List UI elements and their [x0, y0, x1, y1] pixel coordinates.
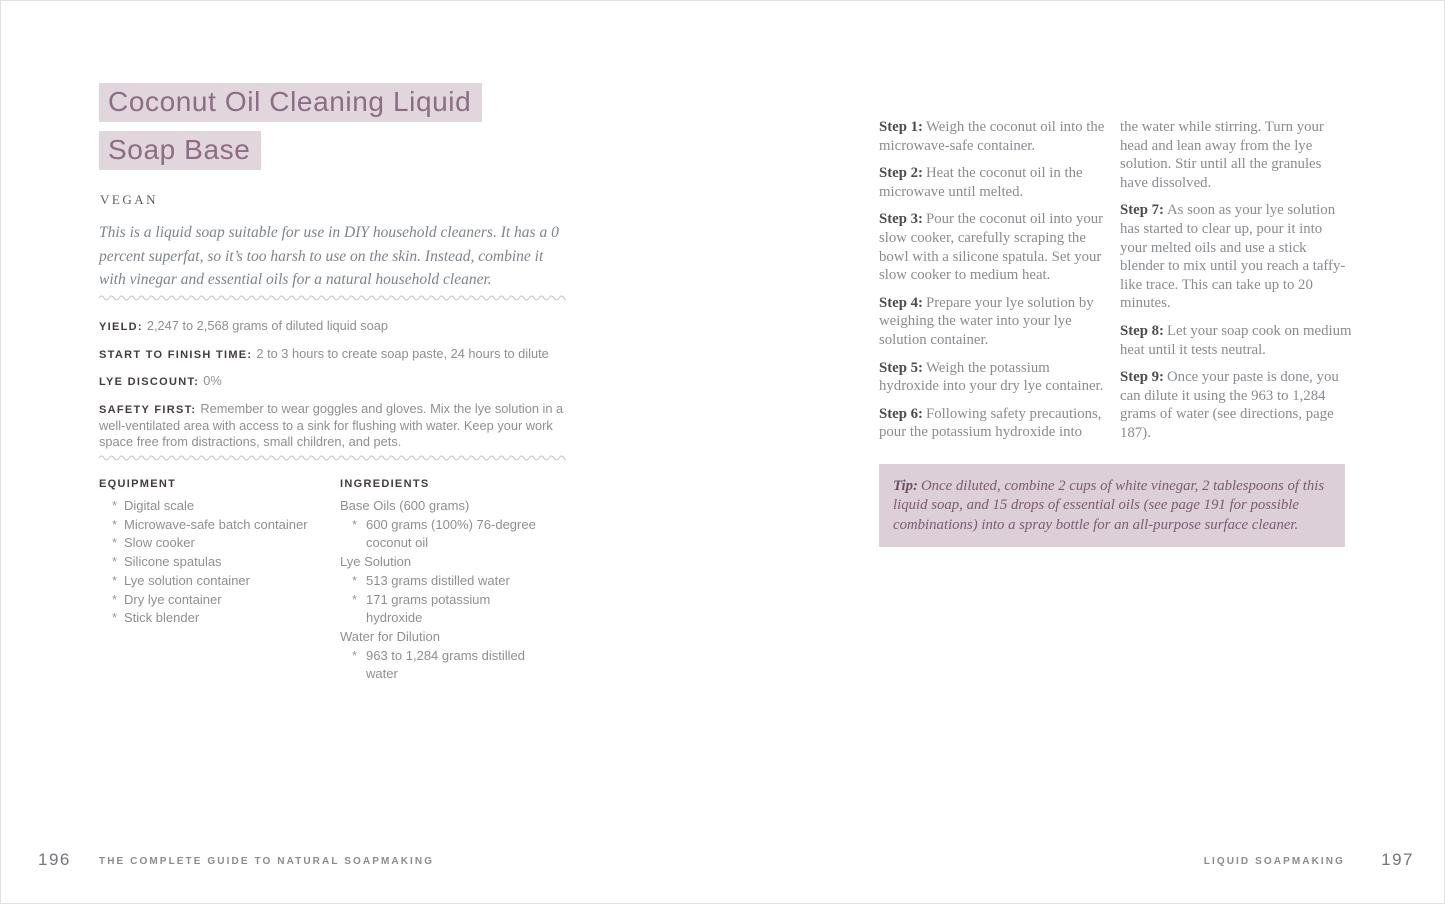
- info-label: SAFETY FIRST:: [99, 403, 197, 416]
- ingredient-item: 600 grams (100%) 76-degree coconut oil: [366, 516, 536, 551]
- step-paragraph: [879, 118, 1107, 155]
- ingredient-list: [340, 647, 570, 684]
- step-text: Heat the coconut oil in the microwave until melted.: [879, 165, 1083, 200]
- step-text: Once your paste is done, you can dilute it using the 963 to 1,284 grams of water (see directions, page 187).: [1120, 369, 1339, 441]
- steps-column-2: [1120, 118, 1352, 452]
- intro-paragraph: This is a liquid soap suitable for use in DIY household cleaners. It has a 0 percent superfat, so it’s too harsh to use on the skin. Instead, combine it with vinegar and essential oils for a natural household cleaner.: [99, 224, 559, 288]
- step-paragraph: [879, 164, 1107, 201]
- step-text: Pour the coconut oil into your slow cooker, carefully scraping the bowl with a silicone spatula. Set your slow cooker to medium heat.: [879, 211, 1104, 284]
- info-label: START TO FINISH TIME:: [99, 348, 253, 361]
- ingredient-group-name: Water for Dilution: [340, 628, 440, 644]
- bullet-icon: *: [112, 554, 118, 570]
- info-label: LYE DISCOUNT:: [99, 376, 200, 388]
- ingredient-group-name: Lye Solution: [340, 554, 412, 570]
- list-item: [340, 591, 545, 628]
- step-label: Step 9:: [1120, 369, 1164, 386]
- ingredients-heading: INGREDIENTS: [340, 478, 430, 490]
- equipment-item: Slow cooker: [124, 535, 195, 551]
- step-paragraph: [879, 405, 1107, 442]
- tip-text: Once diluted, combine 2 cups of white vinegar, 2 tablespoons of this liquid soap, and 15 drops of essential oils (see page 191 for possible combinations) into a spray bottle for an all-purpose surface cleaner.: [893, 478, 1325, 533]
- step-text: Weigh the coconut oil into the microwave-safe container.: [879, 119, 1105, 154]
- step-label: Step 2:: [879, 165, 923, 182]
- list-item: [99, 534, 334, 553]
- wavy-divider: [99, 452, 566, 462]
- equipment-item: Dry lye container: [124, 591, 222, 607]
- list-item: [340, 572, 545, 591]
- tip-box: [879, 464, 1345, 547]
- recipe-title: [99, 83, 482, 170]
- ingredient-item: 171 grams potassium hydroxide: [366, 591, 491, 626]
- left-page: [0, 0, 722, 904]
- bullet-icon: *: [112, 498, 118, 513]
- info-row-time: [99, 346, 566, 364]
- step-text: As soon as your lye solution has started to clear up, pour it into your melted oils and use a stick blender to mix until you reach a taffy-like trace. This can take up to 20 minutes.: [1120, 202, 1346, 312]
- step-text: Following safety precautions, pour the potassium hydroxide into: [879, 405, 1102, 441]
- step-label: Step 1:: [879, 119, 923, 135]
- wavy-divider: [99, 292, 566, 302]
- bullet-icon: *: [112, 535, 118, 551]
- step-label: Step 4:: [879, 294, 923, 311]
- step-label: Step 6:: [879, 405, 923, 422]
- steps-column-1: [879, 118, 1107, 451]
- list-item: [99, 572, 334, 591]
- step-paragraph: [1120, 118, 1352, 192]
- recipe-title-line2: Soap Base: [99, 131, 261, 170]
- step-paragraph: [879, 210, 1107, 284]
- bullet-icon: *: [112, 572, 118, 588]
- equipment-item: Lye solution container: [124, 572, 250, 588]
- bullet-icon: *: [352, 647, 358, 663]
- list-item: [99, 516, 334, 535]
- info-row-yield: [99, 318, 566, 336]
- info-value: Remember to wear goggles and gloves. Mix the lye solution in a well-ventilated area with access to a sink for flushing with water. Keep your work space free from distractions, small children, and pets.: [99, 400, 564, 449]
- bullet-icon: *: [352, 572, 358, 588]
- page-number-left: 196: [38, 850, 71, 869]
- ingredient-list: [340, 572, 570, 628]
- recipe-title-line1: Coconut Oil Cleaning Liquid: [99, 83, 482, 122]
- step-paragraph: [1120, 322, 1352, 359]
- equipment-list: [99, 497, 334, 628]
- step-label: Step 8:: [1120, 322, 1164, 339]
- equipment-item: Silicone spatulas: [124, 554, 222, 570]
- bullet-icon: *: [352, 516, 358, 532]
- info-value: 2 to 3 hours to create soap paste, 24 hours to dilute: [256, 345, 549, 361]
- step-text: the water while stirring. Turn your head and lean away from the lye solution. Stir until all the granules have dissolved.: [1120, 119, 1324, 191]
- ingredient-list: [340, 516, 570, 553]
- info-row-safety: [99, 401, 566, 450]
- bullet-icon: *: [112, 516, 118, 532]
- ingredient-item: 513 grams distilled water: [366, 572, 510, 588]
- list-item: [99, 591, 334, 610]
- step-label: Step 3:: [879, 211, 923, 228]
- step-paragraph: [1120, 368, 1352, 442]
- info-value: 0%: [203, 373, 222, 388]
- info-label: YIELD:: [99, 321, 143, 333]
- list-item: [99, 553, 334, 572]
- step-paragraph: [1120, 201, 1352, 313]
- ingredient-item: 963 to 1,284 grams distilled water: [366, 647, 525, 682]
- diet-label: VEGAN: [100, 192, 158, 207]
- step-text: Let your soap cook on medium heat until it tests neutral.: [1120, 322, 1352, 358]
- equipment-heading: EQUIPMENT: [99, 478, 177, 490]
- bullet-icon: *: [112, 591, 118, 607]
- equipment-item: Microwave-safe batch container: [124, 516, 308, 532]
- recipe-info: [99, 318, 566, 459]
- info-value: 2,247 to 2,568 grams of diluted liquid soap: [146, 318, 389, 333]
- equipment-item: Stick blender: [124, 610, 200, 626]
- step-text: Prepare your lye solution by weighing the water into your lye solution container.: [879, 294, 1094, 348]
- equipment-section: [99, 478, 334, 628]
- list-item: [99, 497, 334, 516]
- list-item: [340, 516, 545, 553]
- info-row-lye-discount: [99, 373, 566, 391]
- tip-label: Tip:: [893, 478, 918, 494]
- page-number-right: 197: [1381, 850, 1414, 869]
- step-text: Weigh the potassium hydroxide into your dry lye container.: [879, 359, 1104, 395]
- running-head-left: THE COMPLETE GUIDE TO NATURAL SOAPMAKING: [99, 856, 435, 867]
- bullet-icon: *: [352, 591, 358, 607]
- step-paragraph: [879, 294, 1107, 350]
- ingredient-group-name: Base Oils (600 grams): [340, 498, 470, 513]
- list-item: [340, 647, 545, 684]
- equipment-item: Digital scale: [124, 498, 195, 513]
- list-item: [99, 609, 334, 628]
- step-paragraph: [879, 359, 1107, 396]
- running-head-right: LIQUID SOAPMAKING: [1203, 856, 1345, 867]
- right-page: [722, 0, 1445, 904]
- step-label: Step 7:: [1120, 202, 1164, 219]
- ingredients-section: [340, 478, 570, 684]
- step-label: Step 5:: [879, 359, 923, 376]
- bullet-icon: *: [112, 610, 118, 626]
